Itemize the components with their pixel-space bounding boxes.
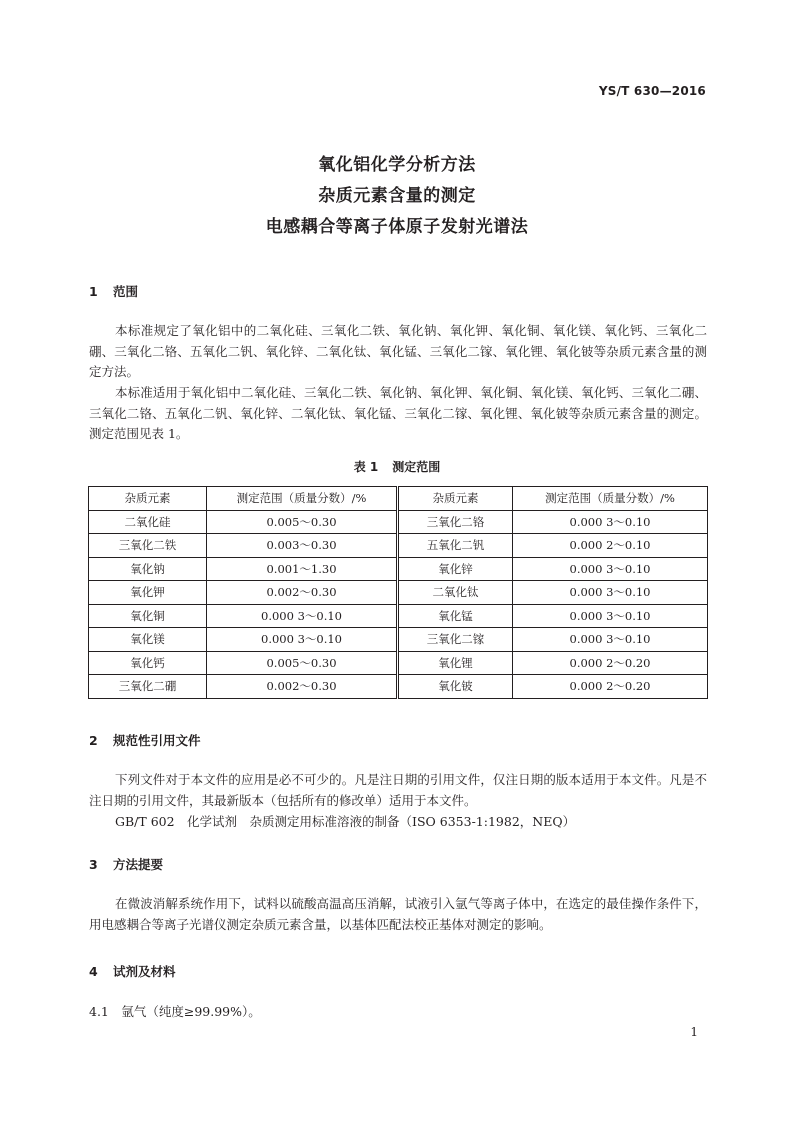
impurity-element-cell: 氧化镁 bbox=[89, 628, 207, 652]
section-1-paragraph-1: 本标准规定了氧化铝中的二氧化硅、三氧化二铁、氧化钠、氧化钾、氧化铜、氧化镁、氧化钙、三氧化二硼、三氧化二铬、五氧化二钒、氧化锌、二氧化钛、氧化锰、三氧化二镓、氧化锂、氧化铍等杂质元素含量的测定方法。 bbox=[89, 323, 707, 379]
section-3-number: 3 bbox=[89, 857, 98, 872]
table-header-cell: 杂质元素 bbox=[398, 487, 513, 511]
section-3-paragraph-1: 在微波消解系统作用下，试料以硫酸高温高压消解，试液引入氩气等离子体中，在选定的最佳操作条件下，用电感耦合等离子光谱仪测定杂质元素含量，以基体匹配法校正基体对测定的影响。 bbox=[89, 896, 707, 932]
range-value-cell: 0.000 3～0.10 bbox=[513, 510, 708, 534]
table-row bbox=[89, 534, 708, 558]
impurity-element-cell: 氧化锌 bbox=[398, 557, 513, 581]
table-header-cell: 测定范围（质量分数）/% bbox=[207, 487, 398, 511]
range-value-cell: 0.001～1.30 bbox=[207, 557, 398, 581]
range-value-cell: 0.000 3～0.10 bbox=[513, 628, 708, 652]
impurity-element-cell: 氧化锂 bbox=[398, 651, 513, 675]
table-row bbox=[89, 675, 708, 699]
impurity-element-cell: 二氧化钛 bbox=[398, 581, 513, 605]
page-number: 1 bbox=[690, 1025, 698, 1039]
table-1-number: 表 1 bbox=[353, 460, 379, 474]
impurity-element-cell: 三氧化二铁 bbox=[89, 534, 207, 558]
section-1-number: 1 bbox=[89, 284, 98, 299]
range-value-cell: 0.000 3～0.10 bbox=[207, 604, 398, 628]
range-value-cell: 0.000 2～0.20 bbox=[513, 675, 708, 699]
impurity-element-cell: 氧化钠 bbox=[89, 557, 207, 581]
table-row bbox=[89, 581, 708, 605]
range-value-cell: 0.000 2～0.20 bbox=[513, 651, 708, 675]
title-line-3: 电感耦合等离子体原子发射光谱法 bbox=[265, 217, 529, 237]
impurity-element-cell: 三氧化二硼 bbox=[89, 675, 207, 699]
section-2-heading bbox=[89, 731, 201, 749]
title-line-2: 杂质元素含量的测定 bbox=[318, 186, 476, 206]
standard-code: YS/T 630—2016 bbox=[598, 84, 706, 98]
section-2-paragraph-1: 下列文件对于本文件的应用是必不可少的。凡是注日期的引用文件，仅注日期的版本适用于本文件。凡是不注日期的引用文件，其最新版本（包括所有的修改单）适用于本文件。 bbox=[89, 772, 707, 808]
impurity-element-cell: 三氧化二铬 bbox=[398, 510, 513, 534]
section-4-title: 试剂及材料 bbox=[113, 964, 176, 979]
impurity-element-cell: 二氧化硅 bbox=[89, 510, 207, 534]
normative-reference-gbt602: GB/T 602 化学试剂 杂质测定用标准溶液的制备（ISO 6353-1:1982，NEQ） bbox=[115, 814, 576, 829]
table-1-title: 测定范围 bbox=[392, 460, 441, 474]
section-2-number: 2 bbox=[89, 733, 98, 748]
range-value-cell: 0.002～0.30 bbox=[207, 581, 398, 605]
section-2-title: 规范性引用文件 bbox=[113, 733, 201, 748]
impurity-element-cell: 氧化锰 bbox=[398, 604, 513, 628]
section-4-number: 4 bbox=[89, 964, 98, 979]
impurity-element-cell: 三氧化二镓 bbox=[398, 628, 513, 652]
range-value-cell: 0.005～0.30 bbox=[207, 651, 398, 675]
impurity-element-cell: 氧化铍 bbox=[398, 675, 513, 699]
item-4-1-argon: 4.1 氩气（纯度≥99.99%）。 bbox=[89, 1004, 261, 1019]
range-value-cell: 0.005～0.30 bbox=[207, 510, 398, 534]
measurement-range-table bbox=[88, 486, 708, 699]
table-row bbox=[89, 651, 708, 675]
table-header-cell: 杂质元素 bbox=[89, 487, 207, 511]
range-value-cell: 0.000 3～0.10 bbox=[513, 581, 708, 605]
section-1-paragraph-2: 本标准适用于氧化铝中二氧化硅、三氧化二铁、氧化钠、氧化钾、氧化铜、氧化镁、氧化钙、三氧化二硼、三氧化二铬、五氧化二钒、氧化锌、二氧化钛、氧化锰、三氧化二镓、氧化锂、氧化铍等杂质元素含量的测定。测定范围见表 1。 bbox=[89, 385, 707, 441]
range-value-cell: 0.002～0.30 bbox=[207, 675, 398, 699]
impurity-element-cell: 五氧化二钒 bbox=[398, 534, 513, 558]
range-value-cell: 0.000 3～0.10 bbox=[513, 557, 708, 581]
impurity-element-cell: 氧化钙 bbox=[89, 651, 207, 675]
range-value-cell: 0.000 2～0.10 bbox=[513, 534, 708, 558]
section-1-heading bbox=[89, 282, 138, 300]
table-row bbox=[89, 557, 708, 581]
section-3-title: 方法提要 bbox=[113, 857, 164, 872]
table-header-cell: 测定范围（质量分数）/% bbox=[513, 487, 708, 511]
impurity-element-cell: 氧化钾 bbox=[89, 581, 207, 605]
title-line-1: 氧化铝化学分析方法 bbox=[318, 155, 476, 175]
table-header-row bbox=[89, 487, 708, 511]
section-1-title: 范围 bbox=[113, 284, 139, 299]
table-1-caption bbox=[0, 458, 794, 475]
section-4-heading bbox=[89, 962, 176, 980]
range-value-cell: 0.000 3～0.10 bbox=[207, 628, 398, 652]
impurity-element-cell: 氧化铜 bbox=[89, 604, 207, 628]
table-row bbox=[89, 604, 708, 628]
section-3-heading bbox=[89, 855, 163, 873]
range-value-cell: 0.000 3～0.10 bbox=[513, 604, 708, 628]
table-row bbox=[89, 628, 708, 652]
range-value-cell: 0.003～0.30 bbox=[207, 534, 398, 558]
table-row bbox=[89, 510, 708, 534]
